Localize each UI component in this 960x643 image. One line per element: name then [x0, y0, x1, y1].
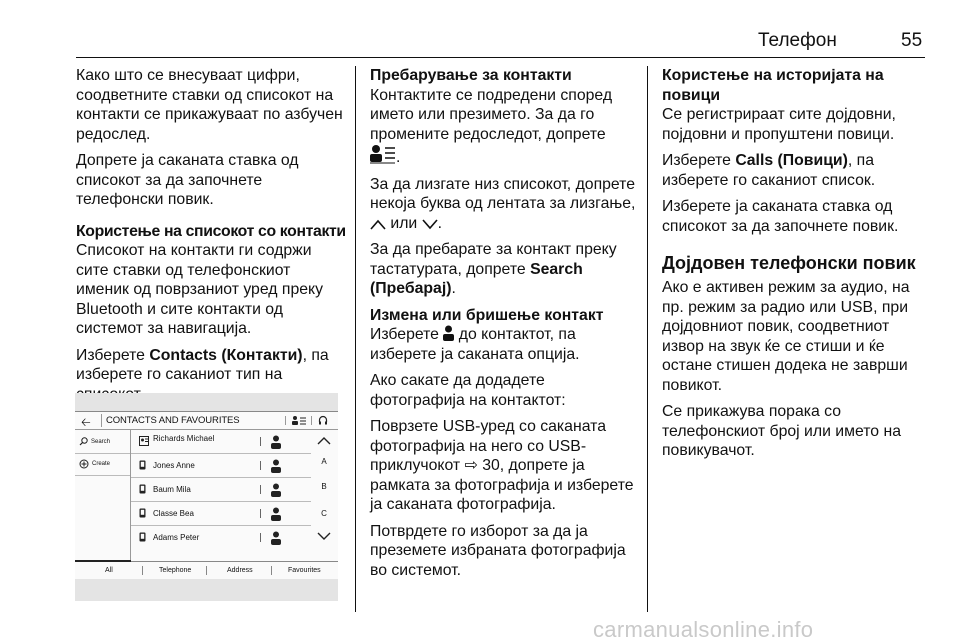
screen-title: CONTACTS AND FAVOURITES: [106, 415, 240, 426]
contacts-screen: [75, 411, 338, 579]
paragraph: За да лизгате низ списокот, допрете некоја буква од лентата за лизгање, или .: [370, 175, 636, 232]
search-icon: [79, 437, 88, 446]
chevron-down-icon[interactable]: [317, 532, 331, 541]
contact-row[interactable]: Jones Anne: [131, 454, 311, 478]
page-title: Телефон: [758, 30, 837, 51]
paragraph: За да пребарате за контакт преку тастатурата, допрете Search (Пребарај).: [370, 241, 617, 297]
chevron-up-icon[interactable]: [317, 436, 331, 445]
paragraph: Изберете Contacts (Контакти), па изберете го саканиот тип на: [76, 346, 329, 383]
person-icon: [443, 325, 454, 341]
menu-reference: Calls (Повици): [735, 152, 848, 169]
create-side-button[interactable]: Create: [79, 459, 110, 469]
paragraph: Потврдете го изборот за да ја преземете избраната фотографија во системот.: [370, 522, 626, 579]
paragraph: Ако сакате да додадете фотографија на контактот:: [370, 372, 566, 409]
index-letter[interactable]: B: [321, 482, 327, 491]
headset-icon[interactable]: [318, 415, 328, 426]
paragraph: .: [370, 144, 638, 168]
phone-icon: [139, 484, 146, 494]
chevron-down-icon: [422, 219, 438, 230]
column-3: [662, 66, 928, 468]
section-heading: Дојдовен телефонски повик: [662, 253, 916, 273]
watermark: carmanualsonline.info: [593, 617, 814, 642]
menu-reference: Contacts (Контакти): [149, 346, 303, 364]
column-divider: [647, 66, 648, 612]
menu-reference: Search (Пребарај): [370, 260, 583, 297]
person-icon: [271, 507, 281, 521]
section-heading: Користење на списокот со контакти: [76, 222, 346, 240]
chevron-up-icon: [370, 219, 386, 230]
screen-sidebar: [75, 430, 131, 561]
header-divider: [76, 57, 925, 58]
section-heading: Измена или бришење контакт: [370, 306, 604, 324]
person-icon: [271, 531, 281, 545]
section-heading: Користење на историјата на повици: [662, 67, 884, 104]
phone-icon: [139, 508, 146, 518]
search-side-button[interactable]: Search: [79, 437, 110, 446]
person-icon: [271, 483, 281, 497]
column-1: [76, 66, 346, 411]
paragraph: Се прикажува порака со телефонскиот број или името на повикувачот.: [662, 403, 901, 459]
sort-icon: [370, 144, 396, 164]
tab-telephone[interactable]: Telephone: [159, 567, 192, 574]
index-letter[interactable]: C: [321, 509, 327, 518]
paragraph: Како што се внесуваат цифри, соодветните ставки од списокот на контакти се прикажуваат по азбучен редослед.: [76, 67, 343, 143]
page-number: 55: [901, 30, 923, 51]
paragraph: Се регистрираат сите дојдовни, појдовни и пропуштени повици.: [662, 106, 896, 143]
person-icon: [271, 459, 281, 473]
back-arrow-icon[interactable]: 🡠: [81, 415, 91, 429]
contact-row[interactable]: Adams Peter: [131, 526, 311, 549]
column-divider: [355, 66, 356, 612]
paragraph: Списокот на контакти ги содржи сите ставки од телефонскиот именик од поврзаниот уред преку Bluetooth и сите контакти од системот за навигација.: [76, 242, 324, 337]
paragraph: Допрете ја саканата ставка од списокот за да започнете телефонски повик.: [76, 152, 299, 208]
paragraph: Поврзете USB-уред со саканата фотографија на него со USB-приклучокот ⇨ 30, допрете ја рамката за фотографија и изберете ја саканата фотографија.: [370, 418, 634, 513]
add-icon: [79, 459, 89, 469]
column-2: [370, 66, 638, 587]
phone-icon: [139, 460, 146, 470]
tab-address[interactable]: Address: [227, 567, 253, 574]
phone-icon: [139, 532, 146, 542]
tab-all[interactable]: All: [105, 567, 113, 574]
page-reference-icon: ⇨: [464, 457, 478, 474]
paragraph: Изберете до контактот, па изберете ја саканата опција.: [370, 326, 580, 363]
contact-row[interactable]: Baum Mila: [131, 478, 311, 502]
contact-type-icon: [139, 436, 149, 446]
active-tab-indicator: [75, 560, 131, 562]
index-letter[interactable]: A: [321, 457, 327, 466]
sort-icon[interactable]: [291, 415, 307, 426]
paragraph: Ако е активен режим за аудио, на пр. режим за радио или USB, при дојдовниот повик, соодветниот извор на звук ќе се стиши и ќе остане стишен додека не заврши повикот.: [662, 279, 910, 394]
person-icon: [271, 435, 281, 449]
paragraph: Контактите се подредени според името или презимето. За да го промените редоследот, допрете: [370, 86, 613, 143]
screen-title-bar: [75, 412, 338, 430]
section-heading: Пребарување за контакти: [370, 67, 572, 84]
page-reference: 30: [482, 457, 500, 474]
contact-row[interactable]: Richards Michael: [131, 430, 311, 454]
contacts-screenshot: [75, 393, 338, 601]
screen-tab-bar: [75, 561, 338, 579]
paragraph: Изберете ја саканата ставка од списокот за да започнете повик.: [662, 198, 899, 235]
tab-favourites[interactable]: Favourites: [288, 567, 321, 574]
contact-row[interactable]: Classe Bea: [131, 502, 311, 526]
paragraph: Изберете Calls (Повици), па изберете го саканиот список.: [662, 152, 876, 189]
